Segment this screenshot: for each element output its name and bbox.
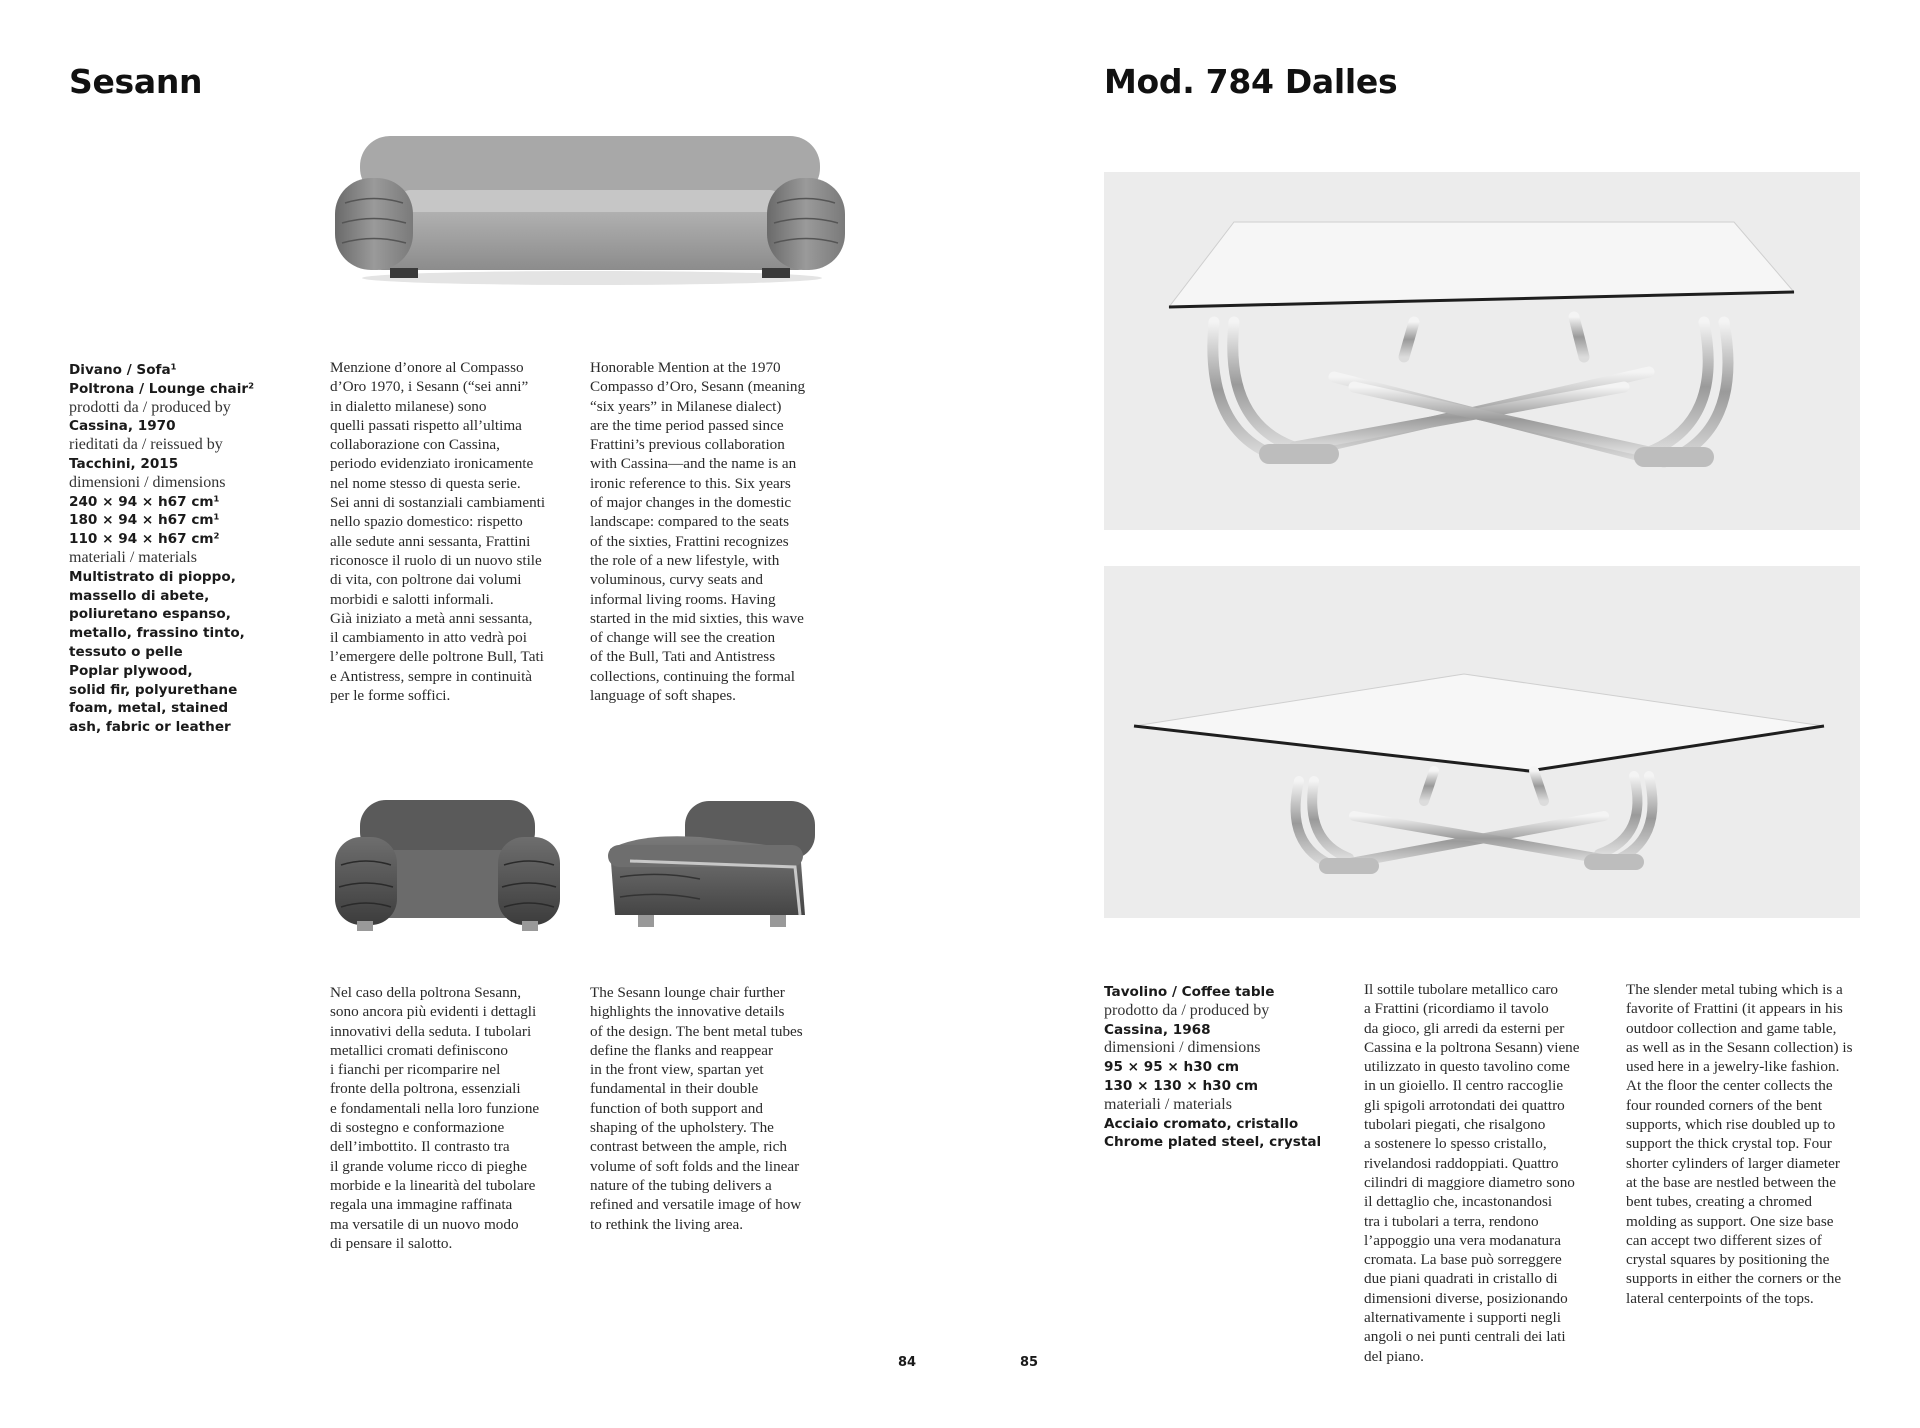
text-line: gli spigoli arrotondati dei quattro [1364, 1096, 1565, 1114]
text-line: with Cassina—and the name is an [590, 455, 797, 473]
dalles-text-italian [1364, 980, 1580, 1366]
spec-line: 130 × 130 × h30 cm [1104, 1077, 1259, 1094]
text-line: nello spazio domestico: rispetto [330, 513, 523, 531]
text-line: l’emergere delle poltrone Bull, Tati [330, 648, 544, 666]
text-line: used here in a jewelry-like fashion. [1626, 1058, 1840, 1076]
text-line: volume of soft folds and the linear [590, 1157, 800, 1175]
text-line: informal living rooms. Having [590, 590, 776, 608]
lounge-chair-front-photo [335, 795, 560, 935]
spec-line: dimensioni / dimensions [69, 473, 226, 491]
text-line: are the time period passed since [590, 416, 784, 434]
spec-line: foam, metal, stained [69, 700, 229, 717]
text-line: lateral centerpoints of the tops. [1626, 1289, 1814, 1307]
page-title-sesann: Sesann [69, 62, 203, 101]
text-line: to rethink the living area. [590, 1215, 744, 1233]
spec-line: massello di abete, [69, 587, 210, 604]
sofa-photo [330, 128, 850, 288]
text-line: metallici cromati definiscono [330, 1041, 508, 1059]
text-line: tra i tubolari a terra, rendono [1364, 1212, 1539, 1230]
text-line: di vita, con poltrone dai volumi [330, 571, 522, 589]
text-line: a sostenere lo spesso cristallo, [1364, 1135, 1547, 1153]
text-line: crystal squares by positioning the [1626, 1251, 1830, 1269]
coffee-table-photo [1104, 172, 1860, 530]
text-line: define the flanks and reappear [590, 1041, 773, 1059]
spec-line: rieditati da / reissued by [69, 436, 223, 454]
text-line: fronte della poltrona, essenziali [330, 1080, 521, 1098]
spec-line: metallo, frassino tinto, [69, 625, 245, 642]
spec-line: Divano / Sofa¹ [69, 362, 177, 378]
text-line: bent tubes, creating a chromed [1626, 1193, 1812, 1211]
text-line: at the base are nestled between the [1626, 1173, 1836, 1191]
text-line: shaping of the upholstery. The [590, 1119, 774, 1137]
spec-line: poliuretano espanso, [69, 606, 231, 623]
text-line: e fondamentali nella loro funzione [330, 1099, 540, 1117]
text-line: morbide e la linearità del tubolare [330, 1176, 536, 1194]
text-line: nature of the tubing delivers a [590, 1176, 772, 1194]
text-line: alternativamente i supporti negli [1364, 1309, 1561, 1327]
spec-line: materiali / materials [1104, 1095, 1232, 1113]
text-line: di pensare il salotto. [330, 1234, 453, 1252]
text-line: collaborazione con Cassina, [330, 436, 500, 454]
text-line: four rounded corners of the bent [1626, 1096, 1823, 1114]
text-line: The Sesann lounge chair further [590, 984, 785, 1001]
text-line: of the design. The bent metal tubes [590, 1022, 803, 1040]
text-line: a Frattini (ricordiamo il tavolo [1364, 1000, 1549, 1018]
text-line: morbidi e salotti informali. [330, 590, 494, 608]
text-line: of change will see the creation [590, 629, 776, 647]
text-line: Frattini’s previous collaboration [590, 436, 785, 454]
text-line: Honorable Mention at the 1970 [590, 359, 781, 376]
spec-line: 110 × 94 × h67 cm² [69, 531, 220, 548]
text-line: refined and versatile image of how [590, 1196, 802, 1214]
text-line: del piano. [1364, 1347, 1424, 1365]
text-line: of the Bull, Tati and Antistress [590, 648, 776, 666]
text-line: innovativi della seduta. I tubolari [330, 1022, 532, 1040]
text-line: contrast between the ample, rich [590, 1138, 787, 1156]
text-line: collections, continuing the formal [590, 667, 795, 685]
dalles-specs [1104, 983, 1321, 1152]
text-line: the role of a new lifestyle, with [590, 551, 780, 569]
spec-line: Poltrona / Lounge chair² [69, 380, 255, 397]
spec-line: tessuto o pelle [69, 643, 183, 660]
text-line: voluminous, curvy seats and [590, 571, 763, 589]
text-line: il dettaglio che, incastonandosi [1364, 1193, 1553, 1211]
text-line: quelli passati rispetto all’ultima [330, 416, 522, 434]
sesann-text-italian [330, 358, 545, 705]
text-line: “six years” in Milanese dialect) [590, 397, 782, 415]
text-line: cilindri di maggiore diametro sono [1364, 1173, 1575, 1191]
text-line: The slender metal tubing which is a [1626, 981, 1843, 998]
text-line: alle sedute anni sessanta, Frattini [330, 532, 531, 550]
text-line: i fianchi per ricomparire nel [330, 1061, 501, 1079]
spec-line: Cassina, 1968 [1104, 1021, 1211, 1038]
spec-line: Multistrato di pioppo, [69, 568, 236, 585]
text-line: d’Oro 1970, i Sesann (“sei anni” [330, 378, 529, 396]
text-line: supports in either the corners or the [1626, 1270, 1842, 1288]
text-line: function of both support and [590, 1099, 763, 1117]
spec-line: Cassina, 1970 [69, 418, 176, 435]
spec-line: prodotto da / produced by [1104, 1001, 1270, 1019]
text-line: rivelandosi raddoppiati. Quattro [1364, 1154, 1559, 1172]
text-line: Il sottile tubolare metallico caro [1364, 981, 1558, 998]
page-title-dalles: Mod. 784 Dalles [1104, 62, 1398, 101]
spec-line: solid fir, polyurethane [69, 681, 238, 698]
text-line: tubolari piegati, che risalgono [1364, 1116, 1546, 1134]
spec-line: prodotti da / produced by [69, 398, 231, 416]
text-line: per le forme soffici. [330, 687, 451, 705]
lounge-chair-text-italian [330, 983, 539, 1253]
text-line: language of soft shapes. [590, 687, 736, 705]
text-line: started in the mid sixties, this wave [590, 609, 804, 627]
text-line: l’appoggio una vera modanatura [1364, 1231, 1561, 1249]
text-line: as well as in the Sesann collection) is [1626, 1038, 1853, 1056]
text-line: shorter cylinders of larger diameter [1626, 1154, 1840, 1172]
spec-line: ash, fabric or leather [69, 719, 231, 736]
text-line: da gioco, gli arredi da esterni per [1364, 1019, 1565, 1037]
text-line: dimensioni diverse, posizionando [1364, 1289, 1568, 1307]
sesann-text-english [590, 358, 805, 705]
text-line: supports, which rise doubled up to [1626, 1116, 1836, 1134]
spec-line: dimensioni / dimensions [1104, 1039, 1261, 1057]
text-line: At the floor the center collects the [1626, 1077, 1833, 1095]
spec-line: 180 × 94 × h67 cm¹ [69, 512, 220, 529]
page-number-left: 84 [898, 1355, 917, 1370]
text-line: molding as support. One size base [1626, 1212, 1834, 1230]
text-line: ironic reference to this. Six years [590, 474, 791, 492]
text-line: regala una immagine raffinata [330, 1196, 513, 1214]
text-line: support the thick crystal top. Four [1626, 1135, 1832, 1153]
text-line: Sei anni di sostanziali cambiamenti [330, 494, 546, 512]
text-line: Già iniziato a metà anni sessanta, [330, 609, 533, 627]
lounge-chair-side-photo [600, 797, 820, 937]
coffee-table-rotated-photo [1104, 566, 1860, 918]
text-line: riconosce il ruolo di un nuovo stile [330, 551, 542, 569]
text-line: Menzione d’onore al Compasso [330, 359, 524, 376]
text-line: periodo evidenziato ironicamente [330, 455, 534, 473]
text-line: cromata. La base può sorreggere [1364, 1251, 1562, 1269]
text-line: can accept two different sizes of [1626, 1231, 1822, 1249]
sesann-specs [69, 361, 254, 737]
text-line: fundamental in their double [590, 1080, 759, 1098]
spec-line: 95 × 95 × h30 cm [1104, 1059, 1240, 1076]
text-line: outdoor collection and game table, [1626, 1019, 1837, 1037]
text-line: Nel caso della poltrona Sesann, [330, 984, 522, 1001]
text-line: angoli o nei punti centrali dei lati [1364, 1328, 1566, 1346]
text-line: of major changes in the domestic [590, 494, 792, 512]
text-line: in dialetto milanese) sono [330, 397, 487, 415]
text-line: e Antistress, sempre in continuità [330, 667, 533, 685]
text-line: ma versatile di un nuovo modo [330, 1215, 519, 1233]
text-line: sono ancora più evidenti i dettagli [330, 1003, 537, 1021]
spec-line: Tavolino / Coffee table [1104, 984, 1275, 1000]
text-line: favorite of Frattini (it appears in his [1626, 1000, 1843, 1018]
text-line: due piani quadrati in cristallo di [1364, 1270, 1558, 1288]
text-line: of the sixties, Frattini recognizes [590, 532, 789, 550]
text-line: il cambiamento in atto vedrà poi [330, 629, 527, 647]
spec-line: Chrome plated steel, crystal [1104, 1134, 1322, 1151]
page-number-right: 85 [1020, 1355, 1039, 1370]
text-line: in un gioiello. Il centro raccoglie [1364, 1077, 1564, 1095]
dalles-text-english [1626, 980, 1853, 1308]
text-line: dell’imbottito. Il contrasto tra [330, 1138, 510, 1156]
spec-line: Acciaio cromato, cristallo [1104, 1115, 1299, 1132]
spec-line: Poplar plywood, [69, 662, 193, 679]
text-line: Compasso d’Oro, Sesann (meaning [590, 378, 806, 396]
text-line: il grande volume ricco di pieghe [330, 1157, 527, 1175]
text-line: in the front view, spartan yet [590, 1061, 764, 1079]
spec-line: 240 × 94 × h67 cm¹ [69, 493, 220, 510]
text-line: highlights the innovative details [590, 1003, 785, 1021]
lounge-chair-text-english [590, 983, 803, 1234]
spec-line: materiali / materials [69, 548, 197, 566]
text-line: landscape: compared to the seats [590, 513, 790, 531]
text-line: utilizzato in questo tavolino come [1364, 1058, 1570, 1076]
text-line: di sostegno e conformazione [330, 1119, 505, 1137]
text-line: nel nome stesso di questa serie. [330, 474, 521, 492]
text-line: Cassina e la poltrona Sesann) viene [1364, 1038, 1580, 1056]
spec-line: Tacchini, 2015 [69, 455, 179, 472]
